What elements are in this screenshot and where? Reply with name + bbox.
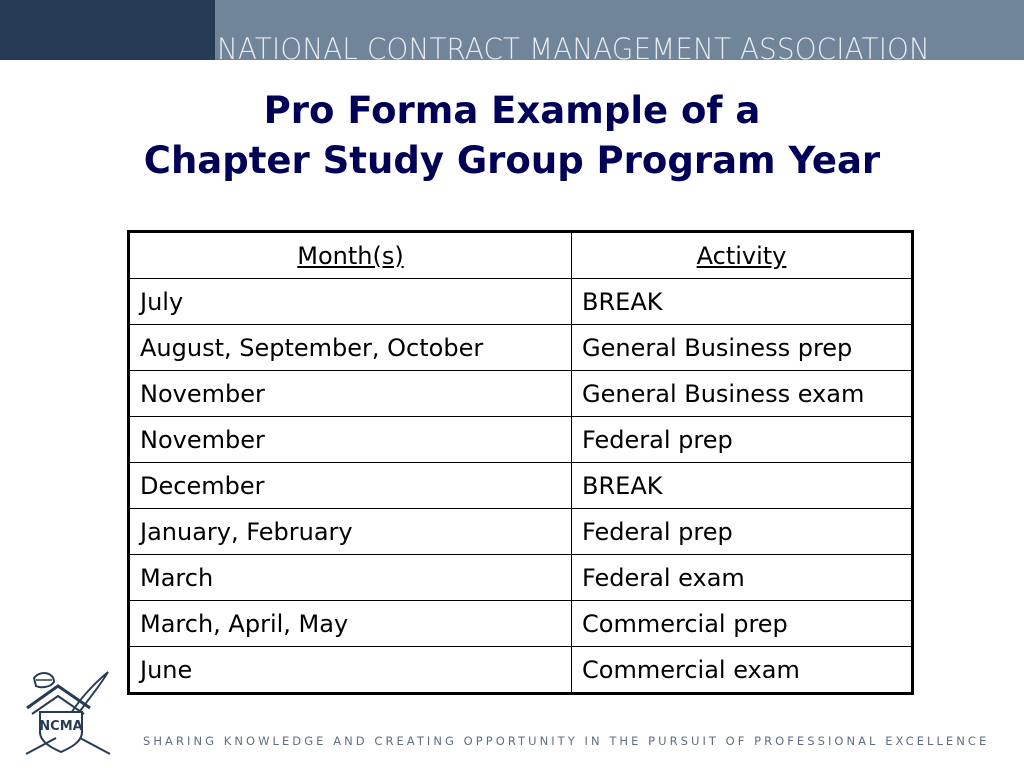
table-header-row (129, 232, 913, 279)
activity-cell: Federal prep (572, 509, 913, 555)
table-row (129, 509, 913, 555)
footer-tagline: SHARING KNOWLEDGE AND CREATING OPPORTUNITY IN THE PURSUIT OF PROFESSIONAL EXCELLENCE (143, 734, 990, 748)
header-banner (0, 0, 1024, 66)
activity-cell: Federal prep (572, 417, 913, 463)
ncma-logo-icon (22, 668, 114, 758)
table-row (129, 279, 913, 325)
month-cell: November (129, 371, 572, 417)
schedule-table (127, 230, 914, 695)
column-header-months: Month(s) (129, 232, 572, 279)
slide-title-line-2: Chapter Study Group Program Year (143, 139, 881, 182)
table-row (129, 601, 913, 647)
table-row (129, 325, 913, 371)
table-row (129, 647, 913, 694)
slide-title (0, 86, 1024, 186)
table-row (129, 371, 913, 417)
month-cell: December (129, 463, 572, 509)
activity-cell: General Business prep (572, 325, 913, 371)
month-cell: June (129, 647, 572, 694)
month-cell: July (129, 279, 572, 325)
column-header-activity: Activity (572, 232, 913, 279)
activity-cell: Commercial prep (572, 601, 913, 647)
logo-text: NCMA (39, 719, 83, 734)
month-cell: January, February (129, 509, 572, 555)
header-banner-dark-block (0, 0, 215, 60)
table-row (129, 417, 913, 463)
month-cell: August, September, October (129, 325, 572, 371)
activity-cell: Commercial exam (572, 647, 913, 694)
activity-cell: Federal exam (572, 555, 913, 601)
month-cell: November (129, 417, 572, 463)
organization-name: NATIONAL CONTRACT MANAGEMENT ASSOCIATION (217, 32, 930, 66)
slide-title-line-1: Pro Forma Example of a (263, 89, 761, 132)
activity-cell: General Business exam (572, 371, 913, 417)
activity-cell: BREAK (572, 279, 913, 325)
month-cell: March (129, 555, 572, 601)
month-cell: March, April, May (129, 601, 572, 647)
activity-cell: BREAK (572, 463, 913, 509)
ncma-logo (22, 668, 114, 762)
table-row (129, 463, 913, 509)
table-row (129, 555, 913, 601)
